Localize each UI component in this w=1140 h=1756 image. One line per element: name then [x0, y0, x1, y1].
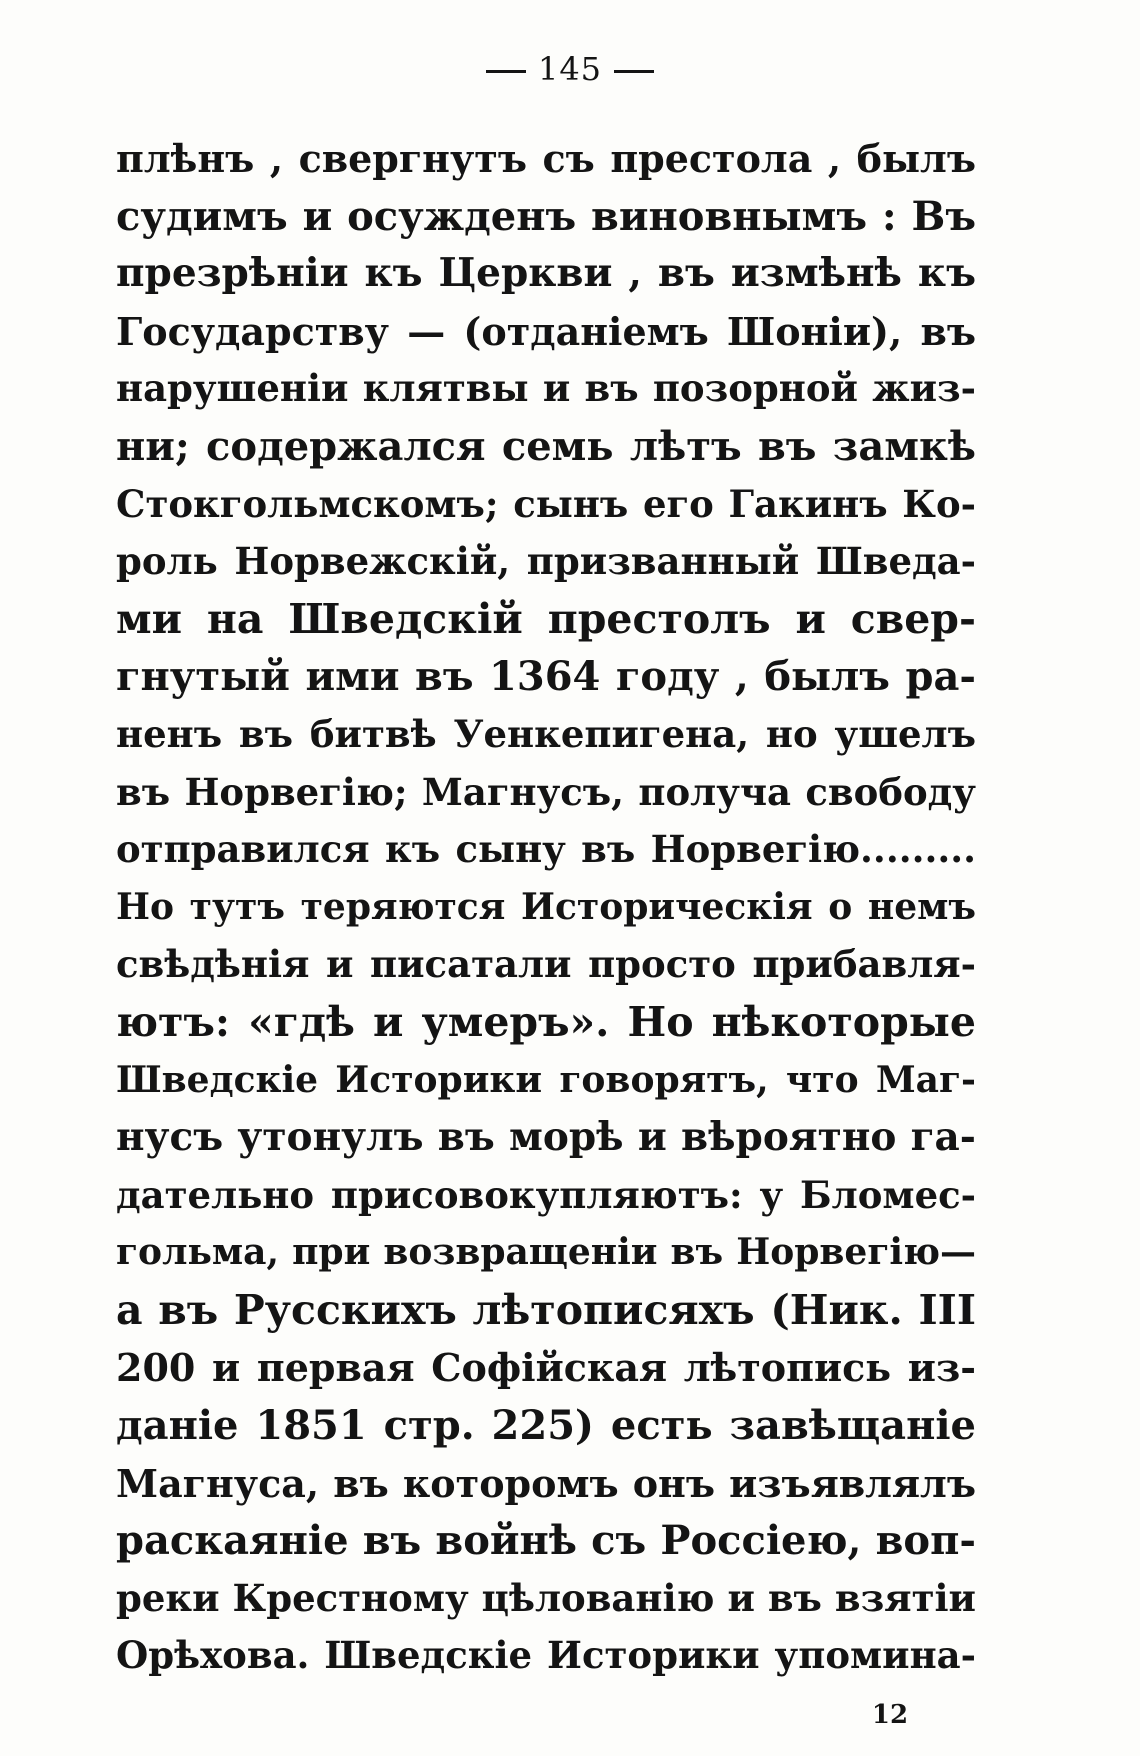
text-line: Но тутъ теряются Историческія о немъ: [116, 885, 976, 928]
text-line: въ Норвегію; Магнусъ, получа свободу: [116, 769, 976, 814]
text-line: нарушеніи клятвы и въ позорной жиз-: [116, 366, 976, 411]
body-text: [116, 130, 976, 1685]
text-line: презрѣніи къ Церкви , въ измѣнѣ къ: [116, 250, 976, 297]
text-line: Магнуса, въ которомъ онъ изъявлялъ: [116, 1460, 976, 1506]
text-line: гольма, при возвращеніи въ Норвегію—: [116, 1231, 976, 1274]
text-line: Стокгольмскомъ; сынъ его Гакинъ Ко-: [116, 481, 976, 526]
text-line: роль Норвежскій, призванный Шведа-: [116, 539, 976, 584]
text-line: дательно присовокупляютъ: у Бломес-: [116, 1172, 976, 1217]
text-line: Орѣхова. Шведскіе Историки упомина-: [116, 1633, 976, 1678]
text-line: а въ Русскихъ лѣтописяхъ (Ник. III: [116, 1285, 976, 1334]
text-line: раскаяніе въ войнѣ съ Россіею, воп-: [116, 1517, 976, 1565]
text-line: ютъ: «гдѣ и умеръ». Но нѣкоторые: [116, 997, 976, 1046]
text-line: Государству — (отданіемъ Шоніи), въ: [116, 308, 976, 354]
right-dash: [614, 70, 654, 73]
text-line: даніе 1851 стр. 225) есть завѣщаніе: [116, 1402, 976, 1450]
text-line: отправился къ сыну въ Норвегію.........: [116, 827, 976, 872]
left-dash: [486, 70, 526, 73]
page-number-header: [0, 50, 1140, 88]
text-line: ми на Шведскій престолъ и свер-: [116, 594, 976, 643]
text-line: ни; содержался семь лѣтъ въ замкѣ: [116, 422, 976, 470]
text-line: судимъ и осужденъ виновнымъ : Въ: [116, 192, 976, 240]
page-number: 145: [537, 50, 603, 88]
text-line: Шведскіе Историки говорятъ, что Маг-: [116, 1058, 976, 1101]
text-line: ненъ въ битвѣ Уенкепигена, но ушелъ: [116, 711, 976, 756]
text-line: свѣдѣнія и писатали просто прибавля-: [116, 942, 976, 987]
text-line: 200 и первая Софійская лѣтопись из-: [116, 1345, 976, 1391]
text-line: гнутый ими въ 1364 году , былъ ра-: [116, 653, 976, 701]
text-line: плѣнъ , свергнутъ съ престола , былъ: [116, 136, 976, 181]
text-line: реки Крестному цѣлованію и въ взятіи: [116, 1575, 976, 1620]
signature-mark: 12: [871, 1700, 909, 1730]
text-line: нусъ утонулъ въ морѣ и вѣроятно га-: [116, 1114, 976, 1161]
